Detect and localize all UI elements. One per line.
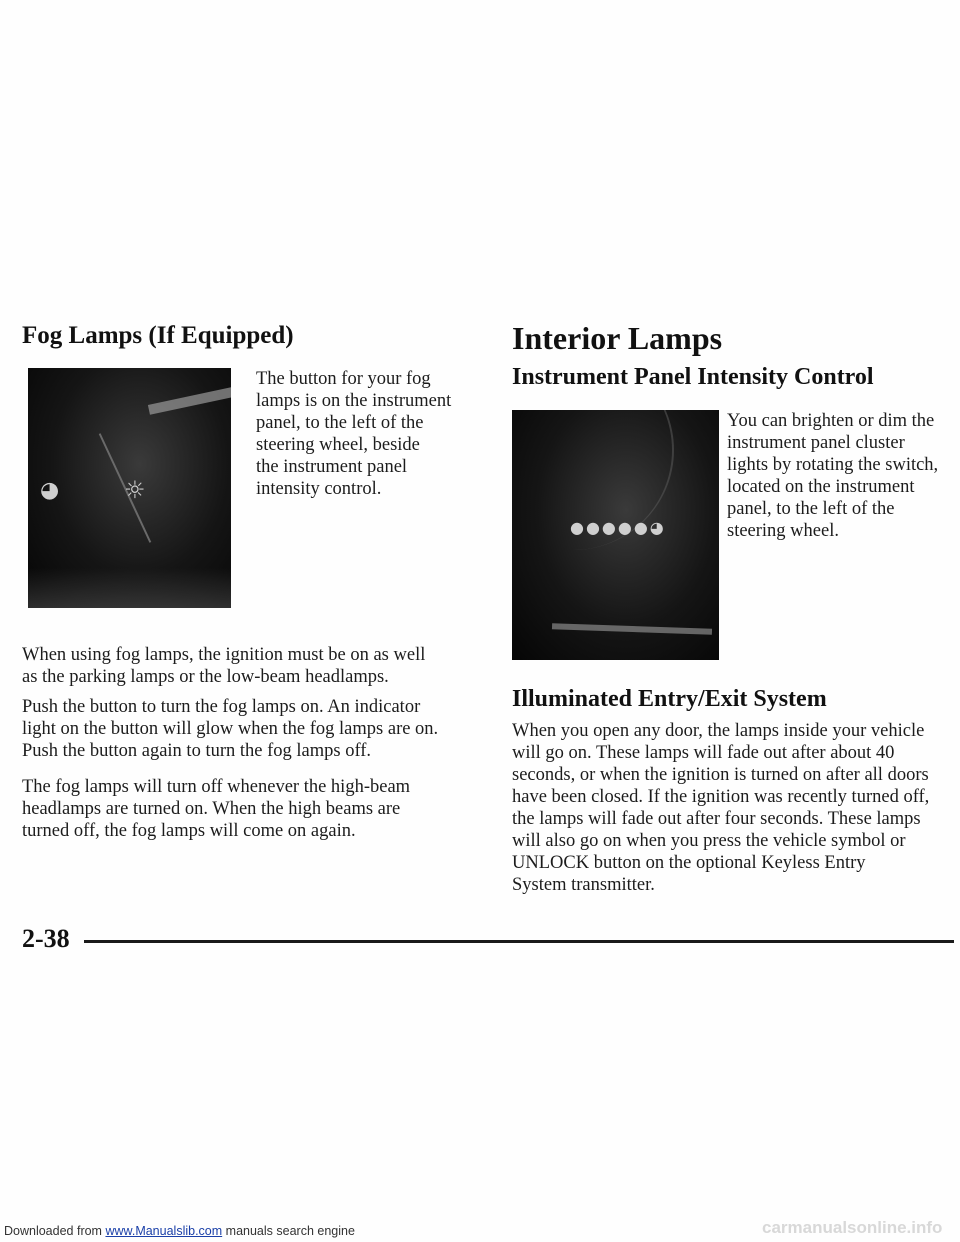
paragraph-line: seconds, or when the ignition is turned on after all doors <box>512 765 929 785</box>
fog-lamp-button-photo <box>28 368 231 608</box>
paragraph-line: headlamps are turned on. When the high beams are <box>22 799 401 819</box>
fog-lamps-paragraph-3 <box>22 776 472 842</box>
lower-reflection <box>28 568 231 608</box>
intro-line: the instrument panel <box>256 457 408 477</box>
page-number: 2-38 <box>22 924 70 953</box>
fog-lamps-heading: Fog Lamps (If Equipped) <box>22 322 294 349</box>
paragraph-line: will go on. These lamps will fade out after about 40 <box>512 743 895 763</box>
panel-highlight <box>148 387 231 414</box>
intro-line: panel, to the left of the <box>256 413 424 433</box>
page-rule <box>84 940 954 943</box>
paragraph-line: have been closed. If the ignition was recently turned off, <box>512 787 930 807</box>
watermark: carmanualsonline.info <box>762 1218 943 1237</box>
headlamp-symbol-icon: ◕ <box>40 478 60 503</box>
fog-lamps-intro <box>256 368 466 500</box>
paragraph-line: UNLOCK button on the optional Keyless Entry <box>512 853 866 873</box>
paragraph-line: The fog lamps will turn off whenever the high-beam <box>22 777 411 797</box>
paragraph-line: Push the button to turn the fog lamps on. An indicator <box>22 697 421 717</box>
intro-line: lamps is on the instrument <box>256 391 452 411</box>
intensity-intro <box>727 410 960 542</box>
fog-lamps-paragraph-2 <box>22 696 482 762</box>
intro-line: The button for your fog <box>256 369 431 389</box>
intro-line: steering wheel. <box>727 521 839 541</box>
paragraph-line: light on the button will glow when the fog lamps are on. <box>22 719 439 739</box>
manualslib-link[interactable]: www.Manualslib.com <box>105 1224 223 1238</box>
illuminated-entry-heading: Illuminated Entry/Exit System <box>512 686 827 712</box>
switch-edge-highlight <box>552 623 712 635</box>
paragraph-line: When using fog lamps, the ignition must be on as well <box>22 645 426 665</box>
intro-line: You can brighten or dim the <box>727 411 935 431</box>
fog-lamp-icon: ☼ <box>124 476 146 504</box>
intro-line: panel, to the left of the <box>727 499 895 519</box>
illuminated-entry-paragraph <box>512 720 958 896</box>
paragraph-line: When you open any door, the lamps inside your vehicle <box>512 721 925 741</box>
footer-suffix: manuals search engine <box>225 1224 355 1238</box>
intro-line: intensity control. <box>256 479 382 499</box>
paragraph-line: will also go on when you press the vehicle symbol or <box>512 831 906 851</box>
paragraph-line: turned off, the fog lamps will come on again. <box>22 821 356 841</box>
download-footer <box>4 1224 355 1238</box>
interior-lamps-heading: Interior Lamps <box>512 320 723 356</box>
intro-line: steering wheel, beside <box>256 435 420 455</box>
intro-line: lights by rotating the switch, <box>727 455 939 475</box>
paragraph-line: Push the button again to turn the fog lamps off. <box>22 741 372 761</box>
intro-line: located on the instrument <box>727 477 915 497</box>
intro-line: instrument panel cluster <box>727 433 905 453</box>
footer-prefix: Downloaded from <box>4 1224 102 1238</box>
fog-lamps-paragraph-1 <box>22 644 472 688</box>
paragraph-line: the lamps will fade out after four seconds. These lamps <box>512 809 921 829</box>
dimmer-switch-icon: ●●●●●◕ <box>570 518 666 537</box>
paragraph-line: System transmitter. <box>512 875 655 895</box>
dimmer-switch-photo <box>512 410 719 660</box>
instrument-panel-intensity-heading: Instrument Panel Intensity Control <box>512 364 874 390</box>
paragraph-line: as the parking lamps or the low-beam headlamps. <box>22 667 389 687</box>
